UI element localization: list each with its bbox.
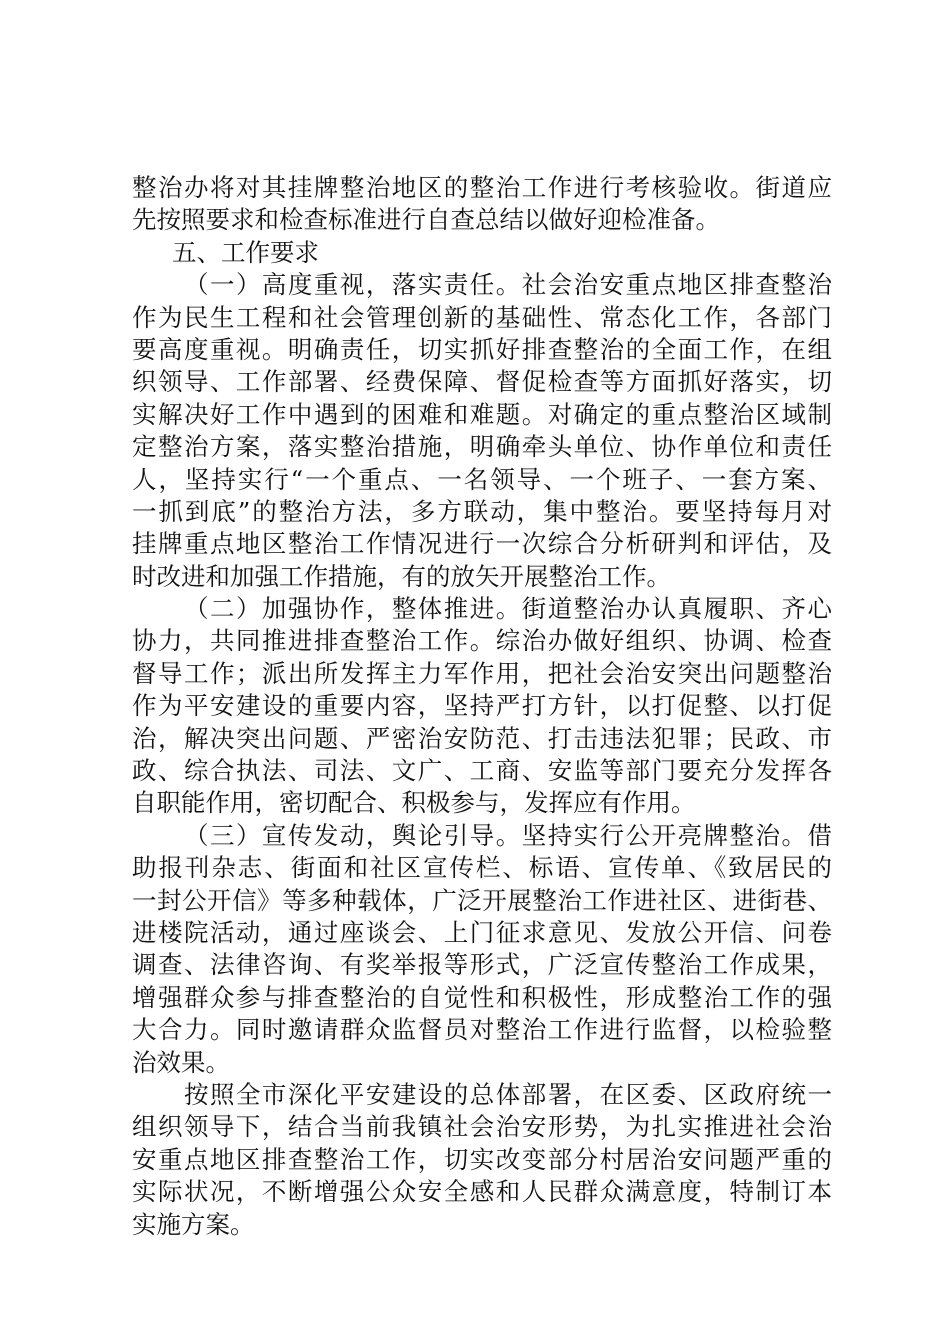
text-line: 先按照要求和检查标准进行自查总结以做好迎检准备。 (132, 205, 720, 235)
text-line: 一封公开信》等多种载体，广泛开展整治工作进社区、进街巷、 (132, 885, 832, 915)
text-line: 实际状况，不断增强公众安全感和人民群众满意度，特制订本 (132, 1177, 832, 1207)
text-line: （二）加强协作，整体推进。街道整治办认真履职、齐心 (184, 594, 832, 624)
text-line: 安重点地区排查整治工作，切实改变部分村居治安问题严重的 (132, 1144, 832, 1174)
text-line: 助报刊杂志、街面和社区宣传栏、标语、宣传单、《致居民的 (132, 853, 832, 883)
text-line: 增强群众参与排查整治的自觉性和积极性，形成整治工作的强 (132, 982, 832, 1012)
text-line: 督导工作；派出所发挥主力军作用，把社会治安突出问题整治 (132, 658, 832, 688)
text-line: 自职能作用，密切配合、积极参与，发挥应有作用。 (132, 788, 696, 818)
text-line: 按照全市深化平安建设的总体部署，在区委、区政府统一 (184, 1079, 832, 1109)
text-line: 时改进和加强工作措施，有的放矢开展整治工作。 (132, 561, 671, 591)
document-body (132, 172, 832, 1241)
text-line: 调查、法律咨询、有奖举报等形式，广泛宣传整治工作成果， (132, 950, 832, 980)
text-line: 整治办将对其挂牌整治地区的整治工作进行考核验收。街道应 (132, 173, 832, 202)
text-line: 实施方案。 (132, 1209, 255, 1239)
text-line: 挂牌重点地区整治工作情况进行一次综合分析研判和评估，及 (132, 529, 832, 559)
text-line: （一）高度重视，落实责任。社会治安重点地区排查整治 (184, 270, 832, 300)
text-line: 治，解决突出问题、严密治安防范、打击违法犯罪；民政、市 (132, 723, 832, 753)
text-line: 治效果。 (132, 1047, 230, 1077)
text-line: 进楼院活动，通过座谈会、上门征求意见、发放公开信、问卷 (132, 917, 832, 947)
section-heading: 五、工作要求 (172, 237, 319, 267)
text-line: 实解决好工作中遇到的困难和难题。对确定的重点整治区域制 (132, 399, 832, 429)
text-line: 人，坚持实行“一个重点、一名领导、一个班子、一套方案、 (132, 464, 832, 494)
text-line: 大合力。同时邀请群众监督员对整治工作进行监督，以检验整 (132, 1015, 832, 1045)
text-line: 一抓到底”的整治方法，多方联动，集中整治。要坚持每月对 (132, 496, 832, 526)
text-line: 组织领导下，结合当前我镇社会治安形势，为扎实推进社会治 (132, 1112, 832, 1142)
text-line: 作为平安建设的重要内容，坚持严打方针，以打促整、以打促 (132, 691, 832, 721)
text-line: 定整治方案，落实整治措施，明确牵头单位、协作单位和责任 (132, 432, 832, 462)
text-line: （三）宣传发动，舆论引导。坚持实行公开亮牌整治。借 (184, 820, 832, 850)
text-line: 织领导、工作部署、经费保障、督促检查等方面抓好落实，切 (132, 367, 832, 397)
text-line: 协力，共同推进排查整治工作。综治办做好组织、协调、检查 (132, 626, 832, 656)
text-line: 政、综合执法、司法、文广、工商、安监等部门要充分发挥各 (132, 756, 832, 786)
text-line: 要高度重视。明确责任，切实抓好排查整治的全面工作，在组 (132, 334, 832, 364)
text-line: 作为民生工程和社会管理创新的基础性、常态化工作，各部门 (132, 302, 832, 332)
